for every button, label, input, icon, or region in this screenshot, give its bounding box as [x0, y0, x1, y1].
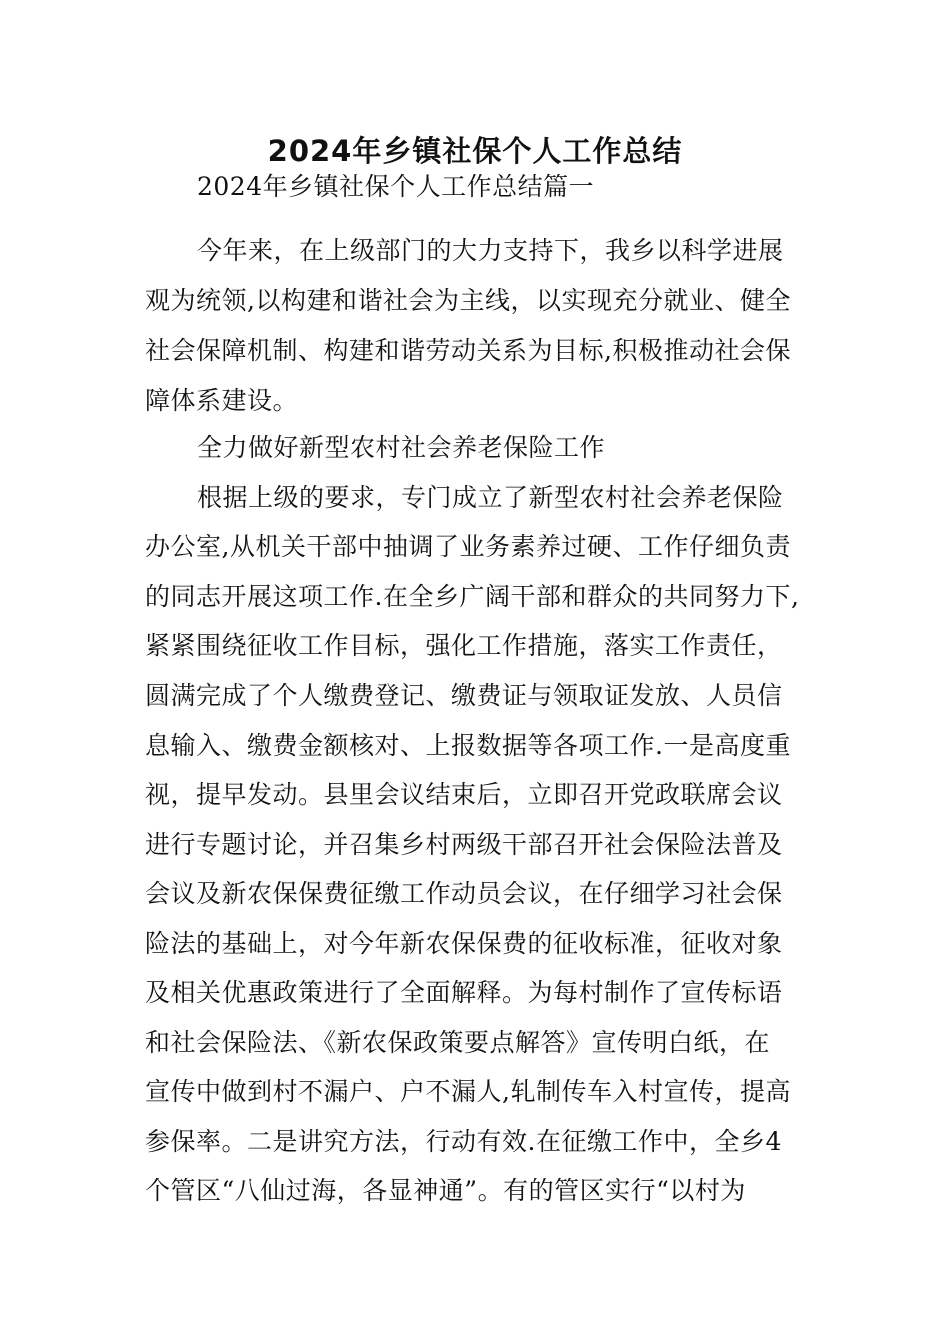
text-line: 个管区“八仙过海，各显神通”。有的管区实行“以村为: [145, 1176, 746, 1205]
section-subtitle: 2024年乡镇社保个人工作总结篇一: [197, 172, 595, 201]
text-line: 会议及新农保保费征缴工作动员会议，在仔细学习社会保: [145, 879, 783, 908]
text-line: 根据上级的要求，专门成立了新型农村社会养老保险: [197, 483, 784, 512]
text-line: 障体系建设。: [145, 386, 299, 415]
text-line: 社会保障机制、构建和谐劳动关系为目标,积极推动社会保: [145, 336, 791, 365]
section-heading: 全力做好新型农村社会养老保险工作: [197, 433, 606, 462]
text-line: 宣传中做到村不漏户、户不漏人,轧制传车入村宣传，提高: [145, 1077, 791, 1106]
text-line: 参保率。二是讲究方法，行动有效.在征缴工作中，全乡4: [145, 1127, 782, 1156]
text-line: 和社会保险法、《新农保政策要点解答》宣传明白纸，在: [145, 1028, 771, 1057]
text-line: 观为统领,以构建和谐社会为主线，以实现充分就业、健全: [145, 286, 791, 315]
text-line: 圆满完成了个人缴费登记、缴费证与领取证发放、人员信: [145, 681, 783, 710]
text-line: 进行专题讨论，并召集乡村两级干部召开社会保险法普及: [145, 830, 783, 859]
text-line: 及相关优惠政策进行了全面解释。为每村制作了宣传标语: [145, 978, 783, 1007]
text-line: 险法的基础上，对今年新农保保费的征收标准，征收对象: [145, 929, 783, 958]
text-line: 视，提早发动。县里会议结束后，立即召开党政联席会议: [145, 780, 783, 809]
text-line: 紧紧围绕征收工作目标，强化工作措施，落实工作责任，: [145, 631, 783, 660]
text-line: 息输入、缴费金额核对、上报数据等各项工作.一是高度重: [145, 731, 791, 760]
text-line: 的同志开展这项工作.在全乡广阔干部和群众的共同努力下,: [145, 582, 800, 611]
document-title: 2024年乡镇社保个人工作总结: [267, 134, 683, 168]
text-line: 办公室,从机关干部中抽调了业务素养过硬、工作仔细负责: [145, 532, 791, 561]
text-line: 今年来，在上级部门的大力支持下，我乡以科学进展: [197, 236, 784, 265]
